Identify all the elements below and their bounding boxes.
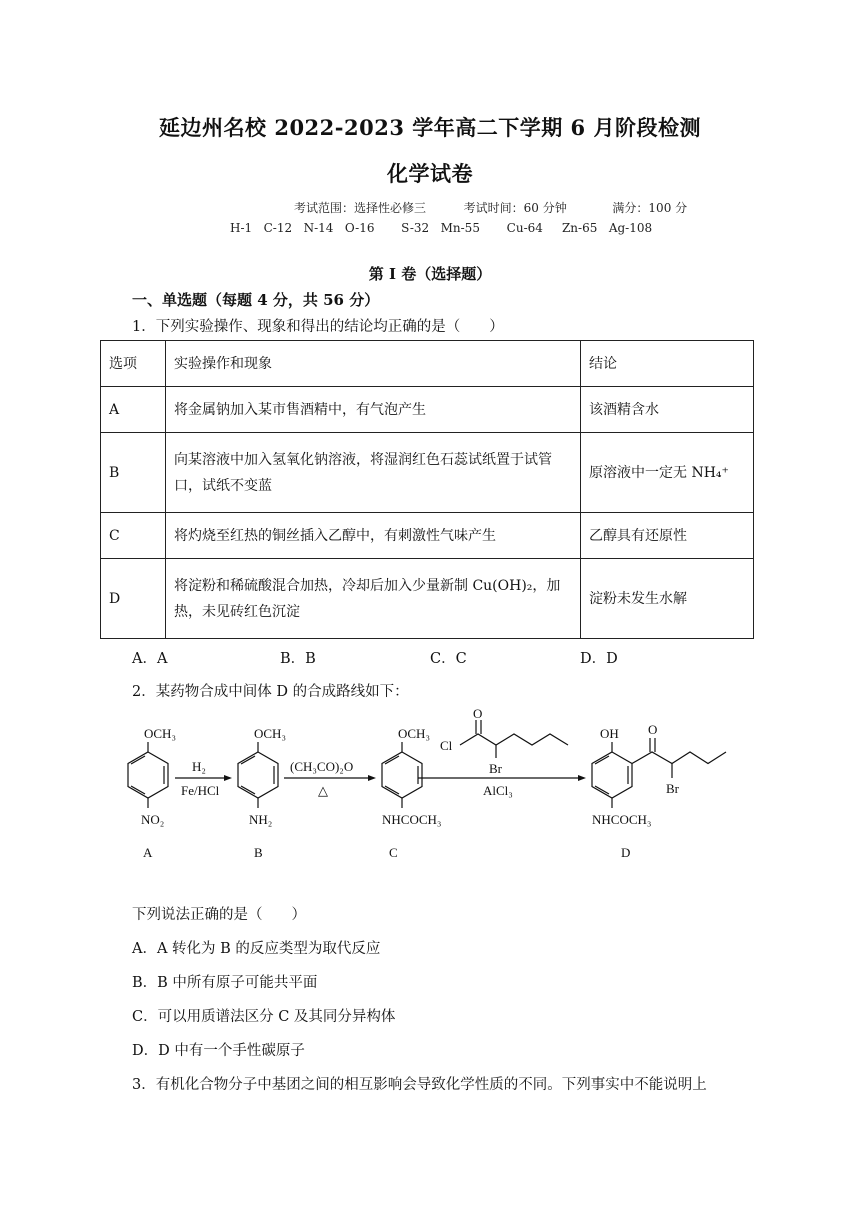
full-score: 满分：100 分: [612, 201, 688, 215]
conclusion-cell: 乙醇具有还原性: [581, 513, 754, 559]
operation-line: 将灼烧至红热的铜丝插入乙醇中，有刺激性气味产生: [174, 527, 496, 544]
substituent-label: Br: [489, 761, 502, 776]
question-3-stem: 3．有机化合物分子中基团之间的相互影响会导致化学性质的不同。下列事实中不能说明上: [132, 1077, 707, 1093]
conclusion-cell: 原溶液中一定无 NH₄⁺: [581, 433, 754, 513]
table-row: [101, 433, 754, 513]
substituent-label: OCH₃: [254, 726, 286, 741]
substituent-label: NHCOCH₃: [382, 812, 442, 827]
page-title: 延边州名校 2022-2023 学年高二下学期 6 月阶段检测: [159, 115, 701, 140]
conclusion-cell: 该酒精含水: [581, 387, 754, 433]
operation-cell: [166, 559, 581, 639]
question-1-stem: 1．下列实验操作、现象和得出的结论均正确的是（ ）: [132, 319, 504, 335]
option-c: C．C: [430, 651, 467, 667]
operation-cell: [166, 433, 581, 513]
conclusion-cell: 淀粉未发生水解: [581, 559, 754, 639]
table-row: [101, 559, 754, 639]
operation-cell: [166, 387, 581, 433]
atomic-mass: Zn-65: [561, 221, 598, 235]
substituent-label: O: [473, 706, 483, 721]
option-d: D．D: [580, 651, 618, 667]
atomic-mass: H-1: [230, 221, 253, 235]
option-cell: B: [101, 433, 166, 513]
operation-line: 将淀粉和稀硫酸混合加热，冷却后加入少量新制 Cu(OH)₂，加: [174, 577, 561, 594]
operation-cell: [166, 513, 581, 559]
substituent-label: OCH₃: [398, 726, 430, 741]
arrow-label: (CH₃CO)₂O: [290, 759, 354, 774]
option-cell: D: [101, 559, 166, 639]
compound-label: C: [389, 845, 398, 860]
benzene-ring-c: [382, 752, 422, 798]
atomic-mass: C-12: [263, 221, 293, 235]
atomic-mass: S-32: [401, 221, 430, 235]
atomic-mass: Cu-64: [506, 221, 543, 235]
benzene-ring-b: [238, 752, 278, 798]
table-header-row: [101, 341, 754, 387]
question-2-prompt: 下列说法正确的是（ ）: [132, 907, 306, 923]
arrow-label: Fe/HCl: [181, 783, 220, 798]
question-1-table: [100, 340, 754, 639]
section-heading: 一、单选题（每题 4 分，共 56 分）: [132, 291, 380, 309]
substituent-label: NH₂: [249, 812, 273, 827]
option-c: C．可以用质谱法区分 C 及其同分异构体: [132, 1009, 396, 1025]
operation-line: 将金属钠加入某市售酒精中，有气泡产生: [174, 401, 426, 418]
operation-line: 热，未见砖红色沉淀: [174, 603, 300, 620]
option-d: D．D 中有一个手性碳原子: [132, 1043, 305, 1059]
operation-line: 口，试纸不变蓝: [174, 477, 272, 494]
table-row: [101, 387, 754, 433]
benzene-ring-a: [128, 752, 168, 798]
table-row: [101, 513, 754, 559]
substituent-label: O: [648, 722, 658, 737]
arrow-label: AlCl₃: [483, 783, 513, 798]
atomic-mass: N-14: [303, 221, 334, 235]
atomic-mass: O-16: [344, 221, 375, 235]
table-header-cell: 实验操作和现象: [166, 341, 581, 387]
option-b: B．B 中所有原子可能共平面: [132, 975, 318, 991]
exam-scope: 考试范围：选择性必修三: [294, 201, 427, 215]
arrow-label: △: [318, 783, 328, 798]
substituent-label: Cl: [440, 738, 453, 753]
compound-label: B: [254, 845, 263, 860]
substituent-label: Br: [666, 781, 679, 796]
option-b: B．B: [280, 651, 316, 667]
compound-label: D: [621, 845, 631, 860]
exam-time: 考试时间：60 分钟: [463, 201, 567, 215]
substituent-label: OH: [600, 726, 619, 741]
substituent-label: NO₂: [141, 812, 165, 827]
atomic-mass: Ag-108: [608, 221, 653, 235]
page-subtitle: 化学试卷: [387, 161, 473, 186]
option-cell: C: [101, 513, 166, 559]
option-cell: A: [101, 387, 166, 433]
benzene-ring-d: [592, 752, 632, 798]
compound-label: A: [143, 845, 153, 860]
atomic-mass: Mn-55: [440, 221, 480, 235]
operation-line: 向某溶液中加入氢氧化钠溶液，将湿润红色石蕊试纸置于试管: [174, 451, 552, 468]
exam-info: [294, 199, 687, 216]
table-header-cell: 结论: [581, 341, 754, 387]
substituent-label: NHCOCH₃: [592, 812, 652, 827]
synthesis-scheme: [0, 700, 860, 870]
substituent-label: OCH₃: [144, 726, 176, 741]
option-a: A．A 转化为 B 的反应类型为取代反应: [132, 941, 381, 957]
question-2-stem: 2．某药物合成中间体 D 的合成路线如下：: [132, 684, 409, 700]
atomic-masses: [230, 221, 652, 235]
section-title: 第 I 卷（选择题）: [368, 265, 492, 283]
arrow-label: H₂: [192, 759, 206, 774]
option-a: A．A: [132, 651, 168, 667]
table-header-cell: 选项: [101, 341, 166, 387]
